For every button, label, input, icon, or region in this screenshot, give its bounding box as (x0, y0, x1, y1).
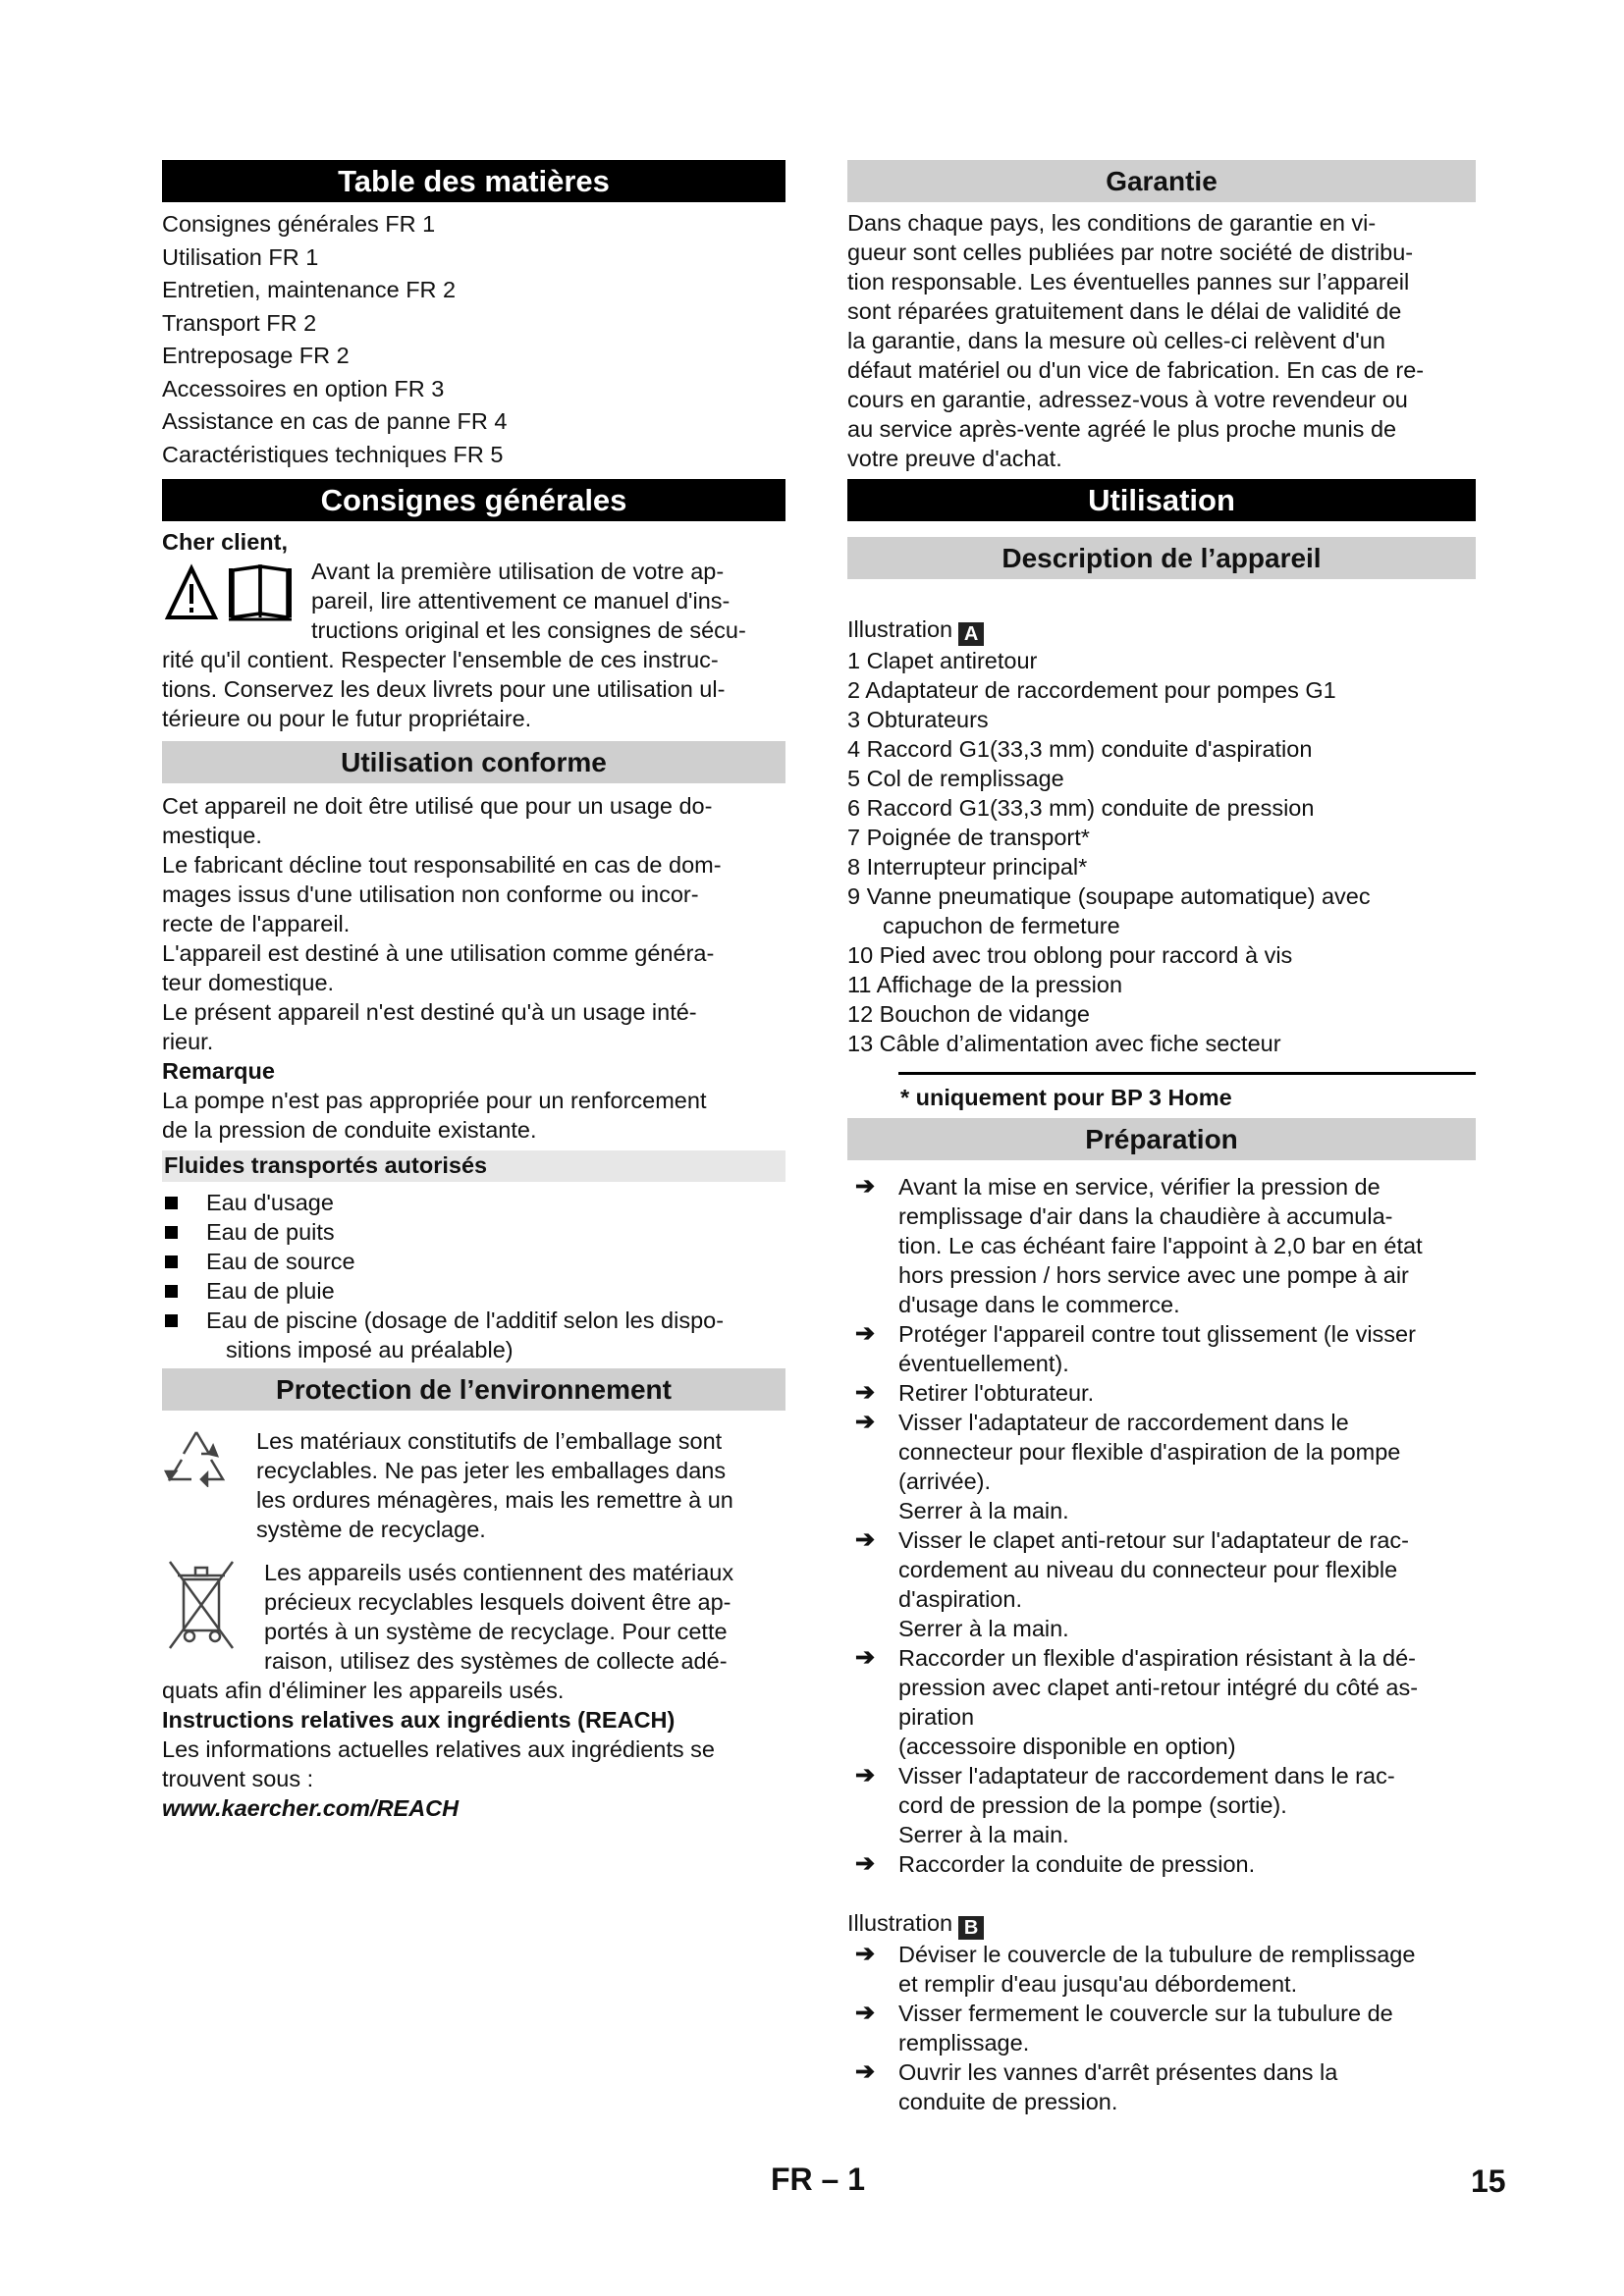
crossed-bin-icon (166, 1558, 237, 1652)
intro-text-rest: rité qu'il contient. Respecter l'ensemble de ces instruc- tions. Conservez les deux livrets pour une utilisation ul- térieure ou pour le futur propriétaire. (162, 647, 726, 731)
list-item: ➔ Visser le clapet anti-retour sur l'adaptateur de rac- cordement au niveau du connecteur pour flexible d'aspiration. Serrer à la main. (855, 1526, 1410, 1641)
toc-list (162, 208, 785, 471)
list-item: ➔ Visser l'adaptateur de raccordement dans le connecteur pour flexible d'aspiration de la pompe (arrivée). Serrer à la main. (855, 1409, 1401, 1523)
description-heading: Description de l’appareil (847, 537, 1476, 579)
list-item: 12 Bouchon de vidange (847, 1001, 1090, 1027)
proper-use-p3: L'appareil est destiné à une utilisation comme généra- teur domestique. (162, 940, 715, 995)
recycle-icon (162, 1426, 231, 1487)
list-item: Eau d'usage (162, 1188, 785, 1217)
list-item: 1 Clapet antiretour (847, 648, 1038, 673)
list-item: Eau de puits (162, 1217, 785, 1247)
list-item: ➔ Avant la mise en service, vérifier la pression de remplissage d'air dans la chaudière à accumula- tion. Le cas échéant faire l'appoint à 2,0 bar en état hors pression / hors service avec une pompe à air d'usage dans le commerce. (855, 1173, 1423, 1317)
note-text: La pompe n'est pas appropriée pour un renforcement de la pression de conduite existante. (162, 1088, 707, 1143)
list-item: ➔ Raccorder un flexible d'aspiration résistant à la dé- pression avec clapet anti-retour intégré du côté as- piration (accessoire disponible en option) (855, 1644, 1419, 1759)
toc-item[interactable]: Entreposage FR 2 (162, 343, 350, 368)
list-item: 13 Câble d’alimentation avec fiche secteur (847, 1031, 1281, 1056)
proper-use-heading: Utilisation conforme (162, 741, 785, 783)
toc-item[interactable]: Assistance en cas de panne FR 4 (162, 408, 508, 434)
warranty-text: Dans chaque pays, les conditions de garantie en vi- gueur sont celles publiées par notre société de distribu- tion responsable. Les éventuelles pannes sur l’appareil sont réparées gratuitement dans le délai de validité de la garantie, dans la mesure où celles-ci relèvent d'un défaut matériel ou d'un vice de fabrication. En cas de re- cours en garantie, adressez-vous à votre revendeur ou au service après-vente agréé le plus proche munis de votre preuve d'achat. (847, 210, 1425, 471)
toc-heading: Table des matières (162, 160, 785, 202)
arrow-right-icon: ➔ (855, 1379, 876, 1406)
toc-item[interactable]: Utilisation FR 1 (162, 243, 319, 270)
arrow-right-icon: ➔ (855, 2000, 876, 2026)
list-item: 4 Raccord G1(33,3 mm) conduite d'aspiration (847, 736, 1313, 762)
proper-use-p2: Le fabricant décline tout responsabilité en cas de dom- mages issus d'une utilisation non conforme ou incor- recte de l'appareil. (162, 852, 722, 936)
illustration-b-label: Illustration B (847, 1879, 1476, 1940)
general-heading: Consignes générales (162, 479, 785, 521)
intro-block (162, 557, 785, 733)
left-column (162, 160, 785, 1823)
square-bullet-icon (165, 1255, 178, 1268)
divider (898, 1072, 1476, 1075)
arrow-right-icon: ➔ (855, 1173, 876, 1200)
list-item: 10 Pied avec trou oblong pour raccord à vis (847, 942, 1293, 968)
list-item: 11 Affichage de la pression (847, 972, 1123, 997)
arrow-right-icon: ➔ (855, 1850, 876, 1877)
arrow-right-icon: ➔ (855, 1762, 876, 1789)
list-item: ➔ Retirer l'obturateur. (855, 1379, 1095, 1406)
greeting: Cher client, (162, 529, 288, 555)
arrow-right-icon: ➔ (855, 1320, 876, 1347)
parts-list (847, 646, 1476, 1058)
arrow-right-icon: ➔ (855, 1941, 876, 1967)
recycle-block (162, 1426, 785, 1544)
toc-item[interactable]: Transport FR 2 (162, 309, 317, 336)
proper-use-p4: Le présent appareil n'est destiné qu'à un usage inté- rieur. (162, 999, 697, 1054)
recycle-text: Les matériaux constitutifs de l’emballage sont recyclables. Ne pas jeter les emballages dans les ordures ménagères, mais les remettre à un système de recyclage. (256, 1428, 733, 1542)
arrow-right-icon: ➔ (855, 2058, 876, 2085)
reach-title: Instructions relatives aux ingrédients (REACH) (162, 1707, 676, 1733)
list-item: ➔ Visser fermement le couvercle sur la tubulure de remplissage. (855, 2000, 1393, 2056)
footnote: * uniquement pour BP 3 Home (900, 1085, 1232, 1110)
weee-text-indented: Les appareils usés contiennent des matériaux précieux recyclables lesquels doivent être ap- portés à un système de recyclage. Pour cette raison, utilisez des systèmes de collecte adé- (264, 1560, 734, 1674)
fluids-list (162, 1188, 785, 1364)
list-item: ➔ Déviser le couvercle de la tubulure de remplissage et remplir d'eau jusqu'au débordement. (855, 1941, 1416, 1997)
list-item: 8 Interrupteur principal* (847, 854, 1088, 880)
reach-link[interactable]: www.kaercher.com/REACH (162, 1795, 460, 1821)
square-bullet-icon (165, 1314, 178, 1327)
intro-text-indented: Avant la première utilisation de votre ap- pareil, lire attentivement ce manuel d'ins- tructions original et les consignes de sécu- (311, 559, 746, 643)
toc-item[interactable]: Consignes générales FR 1 (162, 211, 436, 237)
toc-item[interactable]: Entretien, maintenance FR 2 (162, 277, 457, 302)
warranty-heading: Garantie (847, 160, 1476, 202)
square-bullet-icon (165, 1226, 178, 1239)
arrow-right-icon: ➔ (855, 1644, 876, 1671)
list-item: ➔ Ouvrir les vannes d'arrêt présentes dans la conduite de pression. (855, 2058, 1338, 2114)
list-item: 3 Obturateurs (847, 707, 989, 732)
arrow-right-icon: ➔ (855, 1409, 876, 1435)
preparation-heading: Préparation (847, 1118, 1476, 1160)
usage-heading: Utilisation (847, 479, 1476, 521)
preparation-steps-b (847, 1940, 1476, 2116)
toc-item[interactable]: Accessoires en option FR 3 (162, 375, 445, 401)
list-item: 5 Col de remplissage (847, 766, 1064, 791)
list-item: 7 Poignée de transport* (847, 825, 1090, 850)
reach-text: Les informations actuelles relatives aux ingrédients se trouvent sous : (162, 1736, 715, 1791)
square-bullet-icon (165, 1285, 178, 1298)
weee-block (162, 1558, 785, 1705)
list-item: 6 Raccord G1(33,3 mm) conduite de pression (847, 795, 1315, 821)
warning-book-icon (164, 562, 303, 623)
list-item: Eau de source (162, 1247, 785, 1276)
illustration-a-label: Illustration A (847, 585, 1476, 646)
preparation-steps-a (847, 1172, 1476, 1879)
fluids-heading: Fluides transportés autorisés (162, 1150, 785, 1182)
figure-a-icon: A (958, 622, 984, 646)
note-title: Remarque (162, 1058, 275, 1084)
page-footer-lang: FR – 1 (771, 2162, 866, 2197)
right-column (847, 160, 1476, 2116)
list-item: 2 Adaptateur de raccordement pour pompes G1 (847, 677, 1336, 703)
list-item: ➔ Visser l'adaptateur de raccordement dans le rac- cord de pression de la pompe (sortie). Serrer à la main. (855, 1762, 1395, 1847)
square-bullet-icon (165, 1197, 178, 1209)
list-item: ➔ Raccorder la conduite de pression. (855, 1850, 1256, 1877)
weee-text-rest: quats afin d'éliminer les appareils usés. (162, 1678, 565, 1703)
figure-b-icon: B (958, 1916, 984, 1940)
toc-item[interactable]: Caractéristiques techniques FR 5 (162, 441, 504, 467)
environment-heading: Protection de l’environnement (162, 1368, 785, 1411)
list-item: ➔ Protéger l'appareil contre tout glissement (le visser éventuellement). (855, 1320, 1416, 1376)
list-item-continuation: sitions imposé au préalable) (226, 1337, 514, 1362)
list-item: 9 Vanne pneumatique (soupape automatique) avec capuchon de fermeture (847, 883, 1371, 938)
list-item: Eau de piscine (dosage de l'additif selon les dispo- (162, 1306, 785, 1335)
arrow-right-icon: ➔ (855, 1526, 876, 1553)
list-item: Eau de pluie (162, 1276, 785, 1306)
proper-use-p1: Cet appareil ne doit être utilisé que pour un usage do- mestique. (162, 793, 713, 848)
page-number: 15 (1471, 2163, 1506, 2199)
